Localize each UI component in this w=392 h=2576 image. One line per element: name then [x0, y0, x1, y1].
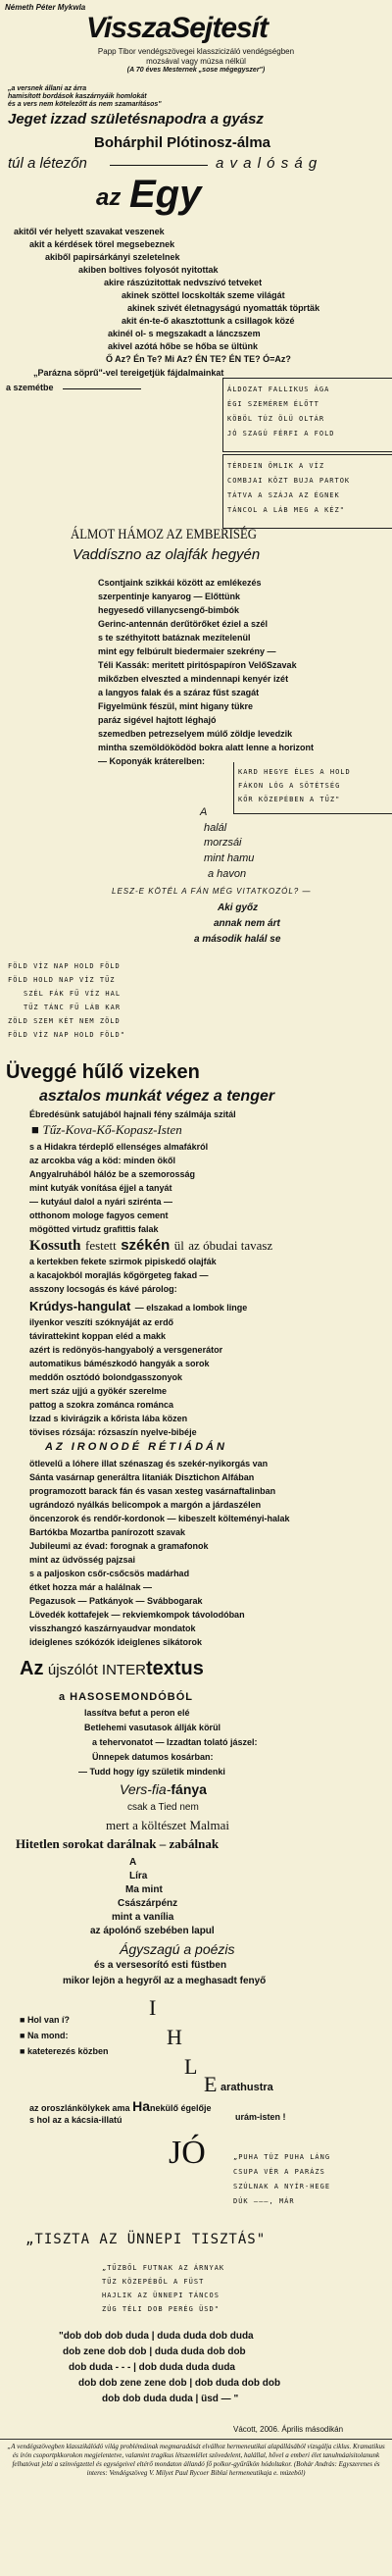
intertextus-heading [20, 1658, 204, 1680]
box-line: KARD HEGYE ÉLES A HOLD [238, 768, 351, 776]
versfia-a: Vers-fia- [120, 1781, 172, 1797]
poem6-line: visszhangzó kaszárnyaudvar mondatok [29, 1623, 196, 1633]
fold-line: FÖLD HOLD NAP VÍZ TŰZ [8, 976, 116, 984]
subtitle-2: mozsával vagy múzsa nélkül [146, 57, 246, 66]
csak-line: csak a Tied nem [127, 1802, 199, 1813]
verse-box-5 [102, 2261, 224, 2316]
poem2-line: a langyos falak és a száraz fűst szagát [98, 688, 260, 697]
dob-line: dob zene dob dob | duda duda dob dob [63, 2346, 246, 2357]
halal-line: mint hamu [204, 852, 255, 864]
poem2-line: mintha szemöldöködöd bokra alatt lenne a horizont [98, 743, 315, 752]
square-bullet-icon: ■ [31, 1122, 43, 1137]
fold-line: TŰZ TÁNC FŰ LÁB KAR [24, 1004, 122, 1011]
poem1-line: akire rászúzitottak nedvszívó tetveket [104, 278, 263, 287]
quote-line-1: „a versnek állani az árra [8, 85, 87, 92]
jo-heading: JÓ [169, 2135, 206, 2171]
poem4-line: asszony locsogás és kávé párolog: [29, 1284, 177, 1294]
box-line: ÁLDOZAT FALLIKUS ÁGA [227, 386, 330, 393]
kossuth-line [29, 1237, 272, 1255]
box-line: HAJLIK AZ ÜNNEPI TÁNCOS [102, 2292, 220, 2299]
poem7-line: Ünnepek datumos kosárban: [92, 1752, 214, 1762]
poem6-line: Bartókba Mozartba panírozott szavak [29, 1527, 186, 1537]
verse-box-2 [222, 454, 392, 529]
fold-line: FÖLD VÍZ NAP HOLD FÖLD" [8, 1031, 125, 1039]
poem7-line: a tehervonatot — Izzadtan tolató jászel: [92, 1737, 258, 1747]
intertextus-b: újszólót INTER [47, 1662, 146, 1678]
uveg-heading: Üveggé hűlő vizeken [6, 1061, 200, 1083]
poem6-line: ideiglenes szókózók ideiglenes sikátorok [29, 1637, 203, 1647]
bullet-item [20, 2015, 70, 2025]
fold-line: ZÖLD SZEM KÉT NEM ZÖLD [8, 1017, 121, 1025]
box-line: TÁNCOL A LÁB MEG A KÉZ" [227, 506, 345, 514]
jeget-line: Jeget izzad születésnapodra a gyász [8, 111, 264, 128]
poem6-line: s a paljoskon csőr-csőcsös madárhad [29, 1569, 190, 1578]
bullet-text: Hol van í? [26, 2015, 70, 2025]
lesze-line: LESZ-E KÖTÉL A FÁN MÉG VITATKOZÓL? — [112, 887, 312, 896]
poem5-line: tövises rózsája: rózsaszín nyelve-bibéje [29, 1427, 197, 1437]
orosz-d-line: s hol az a kácsia-illatú [29, 2115, 122, 2125]
title-part-b: Sejtesít [171, 12, 269, 44]
akigyoz-line: Aki győz [218, 902, 259, 913]
verse-box-4 [233, 2150, 330, 2209]
box-line: JÓ SZAGÚ FÉRFI A FOLD [227, 430, 335, 438]
bullet-item [20, 2031, 68, 2040]
dob-line: dob duda - - - | dob duda duda duda [69, 2362, 235, 2373]
ihle-i: I [149, 1995, 157, 2020]
akigyoz-line: annak nem árt [214, 918, 280, 929]
date-line: Vácott, 2006. Április másodikán [233, 2425, 344, 2434]
mikor-line: mikor lejön a hegyről az a meghasadt fenyő [63, 1976, 267, 1986]
box-line: COMBJAI KÖZT BUJA PARTOK [227, 477, 351, 485]
square-bullet-icon: ■ [20, 2031, 27, 2040]
poem1-line: akit én-te-ő akasztottunk a csillagok közé [122, 316, 295, 326]
kossuth-a: Kossuth [29, 1238, 81, 1254]
poem1-line: Ő Az? Én Te? Mi Az? ÉN TE? ÉN TE? Ó=Az? [106, 354, 291, 364]
versfia-b: fánya [171, 1781, 207, 1797]
poem6-line: Pegazusok — Patkányok — Svábbogarak [29, 1596, 203, 1606]
intertextus-a: Az [20, 1658, 44, 1679]
verse-box-1 [222, 378, 392, 452]
quote-line-2: hamisított bordások kaszárnyáik homlokát [8, 93, 147, 100]
box-line: „TŰZBŐL FUTNAK AZ ÁRNYAK [102, 2264, 225, 2272]
poem1-line: akinek szöttel locskolták szeme világát [122, 290, 285, 300]
lira-line: Líra [129, 1871, 148, 1881]
poem1-line: akiből papirsárkányi szeletelnek [45, 252, 180, 262]
halal-line: A [200, 806, 208, 818]
poem3-line: az arcokba vág a köd: minden ökől [29, 1156, 176, 1165]
kossuth-c: székén [121, 1237, 171, 1254]
poem7-line: Betlehemi vasutasok állják körül [84, 1723, 221, 1732]
tuz-line [31, 1122, 182, 1138]
footnote: „A vendégszövegben klasszikálódó világ problémáinak megmaradását elválhoz hermeneutikai alapállásából vizsgálja ciklus. Kramatikus és írón csoportpkkorokon megjelentetve, valamint tragikus létszemlélet szövedelent, halállal, hővel a emberi élet tanulmáaisitolanunk felhatóvat jelzi a színvégzettel és egységeivel eltérő mondaton állandó fő polkor-gyűrűkön hódoltakor. (Bohár András: Egyszerenes és interes: Vendégszöveg V. Milyet Paul Rycoer Biblaí hermeneutikaja e. múzeböl) [7, 2443, 385, 2477]
poem2-line: Csontjaink szikkái között az emlékezés [98, 578, 262, 588]
divider [110, 165, 208, 166]
verse-box-3 [233, 762, 392, 814]
poem3-line: s a Hidakra térdeplő ellenséges almafákról [29, 1142, 209, 1152]
poem6-line: programozott barack fán és vasan xesteg vasárnaftalinban [29, 1486, 276, 1496]
poem5-line: automatikus bámészkodó hangyák a sorok [29, 1359, 210, 1368]
lira-line: A [129, 1857, 137, 1868]
box-line: TŰZ KÖZEPÉBŐL A FÜST [102, 2278, 205, 2286]
dob-line: dob dob duda duda | üsd — " [102, 2394, 239, 2404]
poem2-line: Figyelmünk fészül, mint higany tükre [98, 701, 254, 711]
lira-line: az ápolónő szebében lapul [90, 1926, 215, 1936]
asztalos-line: asztalos munkát végez a tenger [39, 1088, 275, 1105]
box-line: TÉRDEIN ÖMLIK A VÍZ [227, 462, 325, 470]
box-line: CSUPA VÉR A PARÁZS [233, 2168, 325, 2176]
box-line: ÉGI SZEMÉREM ÉLŐTT [227, 400, 319, 408]
halal-line: halál [204, 822, 227, 834]
tul-text: túl a létezőn [8, 155, 87, 172]
poem2-line: Gerinc-antennán derűtörőket éziel a szél [98, 619, 269, 629]
poem3-line: mögötted virtudz grafittis falak [29, 1224, 159, 1234]
divider [63, 388, 141, 389]
azironode-line: AZ IRONODÉ RÉTIÁDÁN [45, 1441, 227, 1453]
ihle-l: L [184, 2054, 198, 2079]
versfia-line [120, 1781, 207, 1799]
lira-line: Ma mint [125, 1884, 163, 1895]
poem3-line: — kutyául dalol a nyári szirénta — [29, 1197, 173, 1207]
poem1-line: akinek szivét életnagyságú nyomatták töprtäk [127, 303, 320, 313]
poem5-line: ilyenkor veszíti szóknyáját az erdő [29, 1317, 174, 1327]
orosz-b: Ha [132, 2098, 150, 2114]
poem6-line: mint az üdvösség pajzsai [29, 1555, 136, 1565]
poem1-line: akivel azótá hőbe se hőba se ültünk [108, 341, 259, 351]
poem6-line: Sánta vasárnap generáltra litaniák Disztichon Alfában [29, 1472, 255, 1482]
poem2-line: hegyesedő villanycsengő-bimbók [98, 605, 240, 615]
kossuth-b: festett [84, 1238, 117, 1253]
poem2-line: Téli Kassák: meritett piritóspapíron VelőSzavak [98, 660, 297, 670]
szemetbe-text: a szemétbe [6, 383, 54, 392]
poem4-line: a kertekben fekete szirmok pipiskedő olajfák [29, 1257, 217, 1266]
poem3-line: mint kutyák vonítása éjjel a tanyát [29, 1183, 172, 1193]
divider [0, 2439, 392, 2440]
krudys-a: Krúdys-hangulat [29, 1299, 131, 1314]
poem5-line: azért is redönyös-hangyabolý a versgenerátor [29, 1345, 223, 1355]
lira-line: mint a vanília [112, 1912, 174, 1923]
tuz-text: Tűz-Kova-Kő-Kopasz-Isten [42, 1122, 182, 1137]
ihle-h: H [167, 2025, 182, 2049]
square-bullet-icon: ■ [20, 2015, 27, 2025]
page-title [86, 12, 268, 45]
az-egy-b: Egy [129, 173, 202, 216]
fold-block [8, 959, 125, 1042]
box-line: KÖBÖL TÚZ ÖLÜ OLTÁR [227, 415, 325, 423]
kossuth-d: ül [173, 1238, 184, 1253]
az-egy-a: az [96, 184, 122, 211]
vadd-line: Vaddíszno az olajfák hegyén [73, 546, 261, 563]
box-line: KŐR KÖZEPÉBEN A TŰZ" [238, 796, 341, 803]
poem1-line: akiben boltives folyosót nyitottak [78, 265, 219, 275]
author-name: Németh Péter Mykwla [5, 3, 86, 12]
box-line: ZÚG TÉLI DOB PERÉG ÜSD" [102, 2305, 220, 2313]
box-line: FÁKON LÓG A SÖTÉTSÉG [238, 782, 341, 790]
subtitle-1: Papp Tibor vendégszövegei klasszicizáló vendégségben [97, 47, 295, 56]
dob-line: "dob dob dob duda | duda duda dob duda [59, 2331, 254, 2342]
square-bullet-icon: ■ [20, 2046, 27, 2056]
krudys-b: — elszakad a lombok linge [134, 1303, 248, 1313]
poem2-line: s te széthyitott batáznak mezítelenül [98, 633, 251, 643]
ihle-e: E [204, 2072, 218, 2096]
ebred-line: Ébredésünk satujából hajnali fény szálmája szitál [29, 1109, 236, 1119]
bullet-item [20, 2046, 108, 2056]
poem1-line: akinél ol- s megszakadt a lánczszem [108, 329, 261, 338]
uram-line: urám-isten ! [235, 2112, 286, 2122]
poem3-line: Angyalruhából hálóz be a szemorosság [29, 1169, 196, 1179]
poem5-line: Izzad s kivirágzik a kőrista lába közen [29, 1414, 188, 1423]
poem7-line: lassítva befut a peron elé [84, 1708, 190, 1718]
agyszagu-line: Ágyszagú a poézis [120, 1941, 235, 1957]
poem4-line: a kacajokból morajlás kőgörgeteg fakad — [29, 1270, 209, 1280]
haso-line: a HASOSEMONDÓBÓL [59, 1691, 194, 1703]
poem5-line: távirattekint koppan eléd a makk [29, 1331, 167, 1341]
fold-line: SZÉL FÁK FŰ VÍZ HAL [24, 990, 122, 998]
orosz-line [29, 2098, 212, 2114]
poem6-line: öncenzorok és rendőr-kordonok — kibeszelt költeményi-halak [29, 1514, 290, 1523]
tiszta-line: „TISZTA AZ ÜNNEPI TISZTÁS" [25, 2232, 267, 2247]
bullet-text: kateterezés közben [26, 2046, 109, 2056]
halal-line: morzsái [204, 837, 242, 849]
box-line: DÚK ———, MÁR [233, 2197, 295, 2205]
poem6-line: étket hozza már a halálnak — [29, 1582, 153, 1592]
poem5-line: meddőn osztódó bolondgasszonyok [29, 1372, 182, 1382]
poem2-line: szerpentinje kanyarog — Előttünk [98, 592, 241, 601]
hitetlen-line: Hitetlen sorokat darálnak – zabálnak [16, 1836, 220, 1851]
poem1-line: „Parázna söprű"-vel tereigetjük fájdalmainkat [33, 368, 224, 378]
poem6-line: Jubileumi az évad: forognak a gramafonok [29, 1541, 209, 1551]
poem6-line: Lövedék kottafejek — rekviemkompok távolodóban [29, 1610, 245, 1620]
orosz-c: nekülő égelője [149, 2103, 212, 2113]
box-line: „PUHA TÚZ PUHA LÁNG [233, 2153, 331, 2161]
poem6-line: ugrándozó nyálkás belicompok a margón a járdaszélen [29, 1500, 262, 1510]
poem2-line: szemedben petrezselyem múlő zöldje levedzik [98, 729, 293, 739]
poem2-line: — Koponyák kráterelben: [98, 756, 206, 766]
dob-line: dob dob zene zene dob | dob duda dob dob [78, 2378, 281, 2389]
valosag-text: a v a l ó s á g [216, 155, 318, 172]
almot-line: ÁLMOT HÁMOZ AZ EMBERISÉG [71, 527, 257, 542]
kossuth-e: az óbudai tavasz [188, 1238, 273, 1253]
poem5-line: pattog a szokra zománca románca [29, 1400, 174, 1410]
intertextus-c: textus [145, 1658, 204, 1679]
orosz-a: az oroszlánkölykek ama [29, 2103, 130, 2113]
poem1-line: akit a kérdések törel megsebeznek [29, 239, 175, 249]
poem2-line: mikőzben elveszted a mindennapi kenyér izét [98, 674, 289, 684]
poem2-line: paráz sigével hajtott léghajó [98, 715, 217, 725]
lira-line: Császárpénz [118, 1898, 178, 1909]
krudys-line [29, 1298, 247, 1315]
box-line: TÁTVA A SZÁJA AZ ÉGNEK [227, 491, 340, 499]
quote-line-3: és a vers nem kötelezőtt ás nem szamarításos" [8, 101, 162, 108]
arathus-line: arathustra [220, 2082, 273, 2093]
mert-line: mert a költészet Malmai [106, 1818, 229, 1832]
poem1-line: akitől vér helyett szavakat veszenek [14, 227, 165, 236]
title-part-a: Vissza [86, 12, 172, 44]
poem2-line: mint egy felbúrult biedermaier szekrény — [98, 646, 276, 656]
eset-line: és a versesorító esti füstben [94, 1960, 227, 1971]
akigyoz-line: a második halál se [194, 934, 281, 945]
poem6-line: ötlevelű a lóhere illat szénaszag és szekér-nyikorgás van [29, 1459, 269, 1468]
box-line: SZÚLNAK A NYÍR-HEGE [233, 2183, 331, 2190]
poem7-line: — Tudd hogy így születik mindenki [78, 1767, 225, 1777]
poem3-line: otthonom mologe fagyos cement [29, 1211, 169, 1220]
bohar-line: Bohárphil Plótinosz-álma [94, 134, 271, 151]
fold-line: FÖLD VÍZ NAP HOLD FÖLD [8, 962, 121, 970]
bullet-text: Na mond: [26, 2031, 69, 2040]
halal-line: a havon [208, 868, 247, 880]
subtitle-3: (A 70 éves Mesternek „sose mégegyszer") [126, 67, 266, 74]
poem5-line: mert száz ujjú a gyökér szerelme [29, 1386, 168, 1396]
